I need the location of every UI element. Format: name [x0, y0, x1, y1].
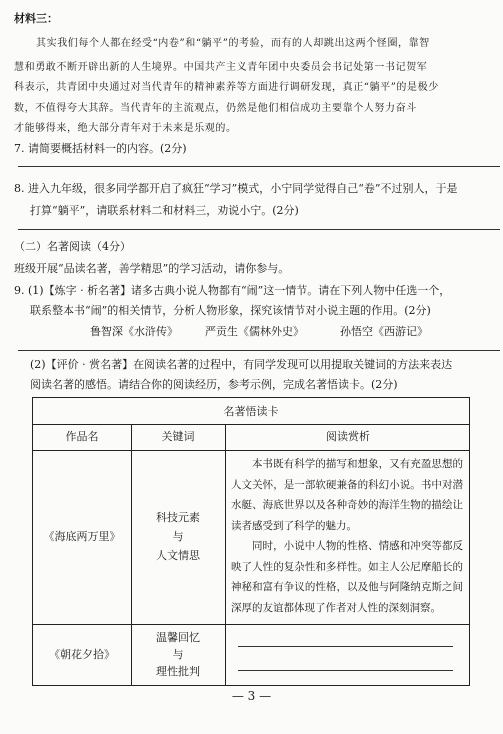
row1-keyword-1: 科技元素 — [156, 511, 200, 524]
material3-line-1: 其实我们每个人都在经受“内卷”和“躺平”的考验，而有的人却跳出这两个怪圈，靠智 — [36, 38, 430, 49]
question-7: 7. 请简要概括材料一的内容。(2分) — [14, 142, 187, 155]
row1-keyword-2: 与 — [172, 530, 184, 543]
material3-heading: 材料三： — [14, 12, 58, 25]
question-9-part2-line-1: (2)【评价 · 赏名著】在阅读名著的过程中，有同学发现可以用提取关键词的方法来表达 — [30, 358, 453, 371]
q9-option-1: 鲁智深《水浒传》 — [90, 325, 178, 338]
material3-line-5: 才能够得来，绝大部分青年对于未来是乐观的。 — [14, 123, 237, 134]
row1-analysis-para-1: 本书既有科学的描写和想象，又有充盈思想的人文关怀，是一部软硬兼备的科幻小说。书中对潜水艇、海底世界以及各种奇妙的海洋生物的描绘让读者感受到了科学的魅力。 — [231, 458, 463, 532]
q7-answer-line[interactable] — [18, 166, 500, 167]
page-number: — 3 — — [231, 689, 272, 703]
row2-answer-line-1[interactable] — [238, 646, 453, 647]
row1-keyword-3: 人文情思 — [156, 549, 200, 562]
card-title: 名著悟读卡 — [223, 405, 279, 418]
material3-line-2: 慧和勇敢不断开辟出新的人生境界。中国共产主义青年团中央委员会书记处第一书记贺军 — [14, 62, 428, 73]
header-analysis: 阅读赏析 — [326, 430, 370, 443]
question-9-line-1: 9. (1)【炼字 · 析名著】诸多古典小说人物都有“闹”这一情节。请在下列人物中任选一个， — [14, 284, 451, 297]
row2-keyword-3: 理性批判 — [156, 665, 200, 678]
header-keywords: 关键词 — [161, 430, 195, 443]
question-8-line-1: 8. 进入九年级，很多同学都开启了疯狂“学习”模式，小宁同学觉得自己“卷”不过别人，于是 — [14, 182, 458, 195]
section2-title: （二）名著阅读（4分） — [14, 240, 131, 253]
q9-option-2: 严贡生《儒林外史》 — [205, 325, 304, 338]
q9-option-3: 孙悟空《西游记》 — [340, 325, 428, 338]
row2-answer-line-2[interactable] — [238, 670, 453, 671]
material3-line-4: 数，不值得夸大其辞。当代青年的主流观点，仍然是他们相信成功主要靠个人努力奋斗 — [14, 103, 417, 114]
material3-line-3: 科表示，共青团中央通过对当代青年的精神素养等方面进行调研发现，真正“躺平”的是极少 — [14, 82, 439, 93]
row1-analysis-para-2: 同时，小说中人物的性格、情感和冲突等都反映了人性的复杂性和多样性。如主人公尼摩船长的神秘和富有争议的性格，以及他与阿隆纳克斯之间深厚的友谊都体现了作者对人性的深刻洞察。 — [231, 540, 463, 614]
question-9-line-2: 联系整本书“闹”的相关情节，分析人物形象，探究该情节对小说主题的作用。(2分) — [30, 304, 431, 317]
row2-keyword-2: 与 — [172, 648, 184, 661]
question-8-line-2: 打算“躺平”，请联系材料二和材料三，劝说小宁。(2分) — [30, 204, 299, 217]
row1-book: 《海底两万里》 — [43, 530, 121, 543]
row2-book: 《朝花夕拾》 — [49, 648, 115, 661]
section2-intro: 班级开展“品读名著，善学精思”的学习活动，请你参与。 — [14, 262, 290, 275]
q8-answer-line[interactable] — [18, 229, 500, 230]
q9-answer-line[interactable] — [18, 350, 500, 351]
question-9-part2-line-2: 阅读名著的感悟。请结合你的阅读经历，参考示例，完成名著悟读卡。(2分) — [30, 378, 398, 391]
reading-card-table — [32, 397, 470, 686]
header-book: 作品名 — [65, 430, 99, 443]
row2-keyword-1: 温馨回忆 — [156, 631, 200, 644]
